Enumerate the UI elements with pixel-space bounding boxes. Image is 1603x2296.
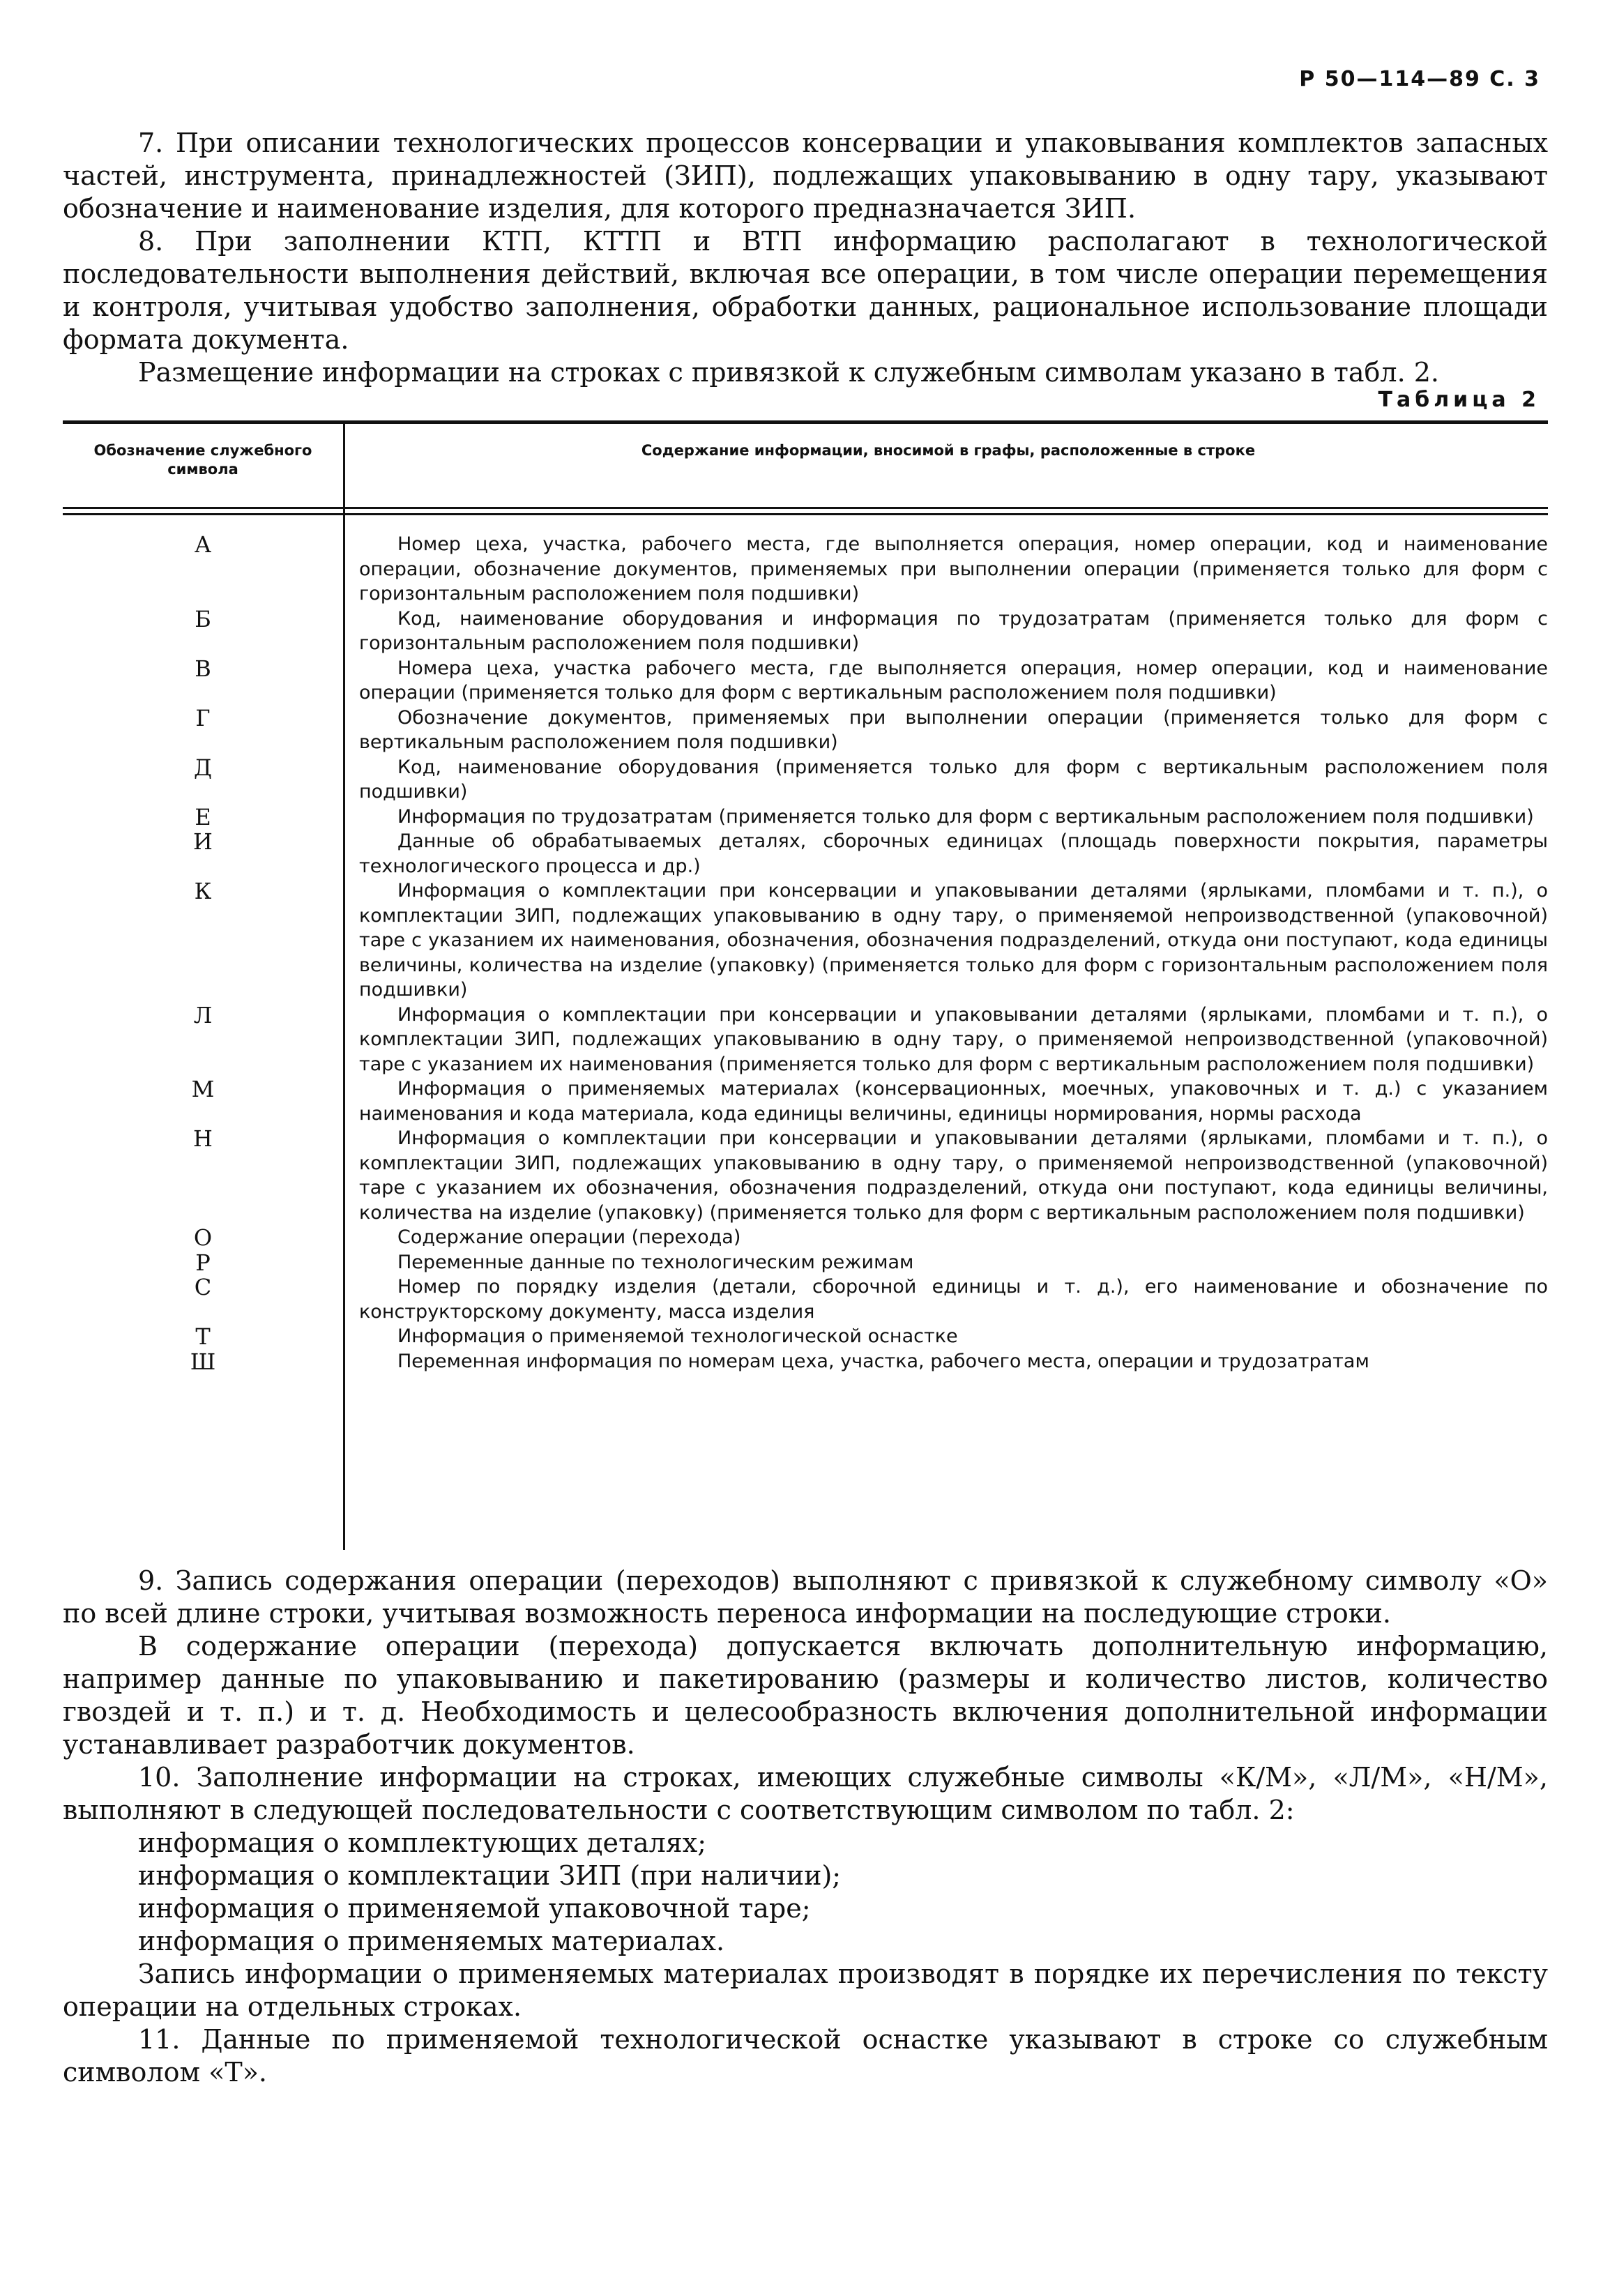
table-row [63,1275,1548,1324]
list-item: информация о комплектующих деталях; [138,1827,707,1858]
row-symbol: Т [195,1323,211,1350]
table-row [63,532,1548,607]
row-content: Информация о комплектации при консервации и упаковывании деталями (ярлыками, пломбами и т. п.), о комплектации ЗИП, подлежащих упаковыванию в одну тару, о применяемой непроизводственной (упаковочной) таре с указанием их наименования (применяется только для форм с вертикальным расположением поля подшивки) [359,1003,1548,1075]
table-row [63,1003,1548,1077]
paragraph-9-continued: В содержание операции (перехода) допускается включать дополнительную информацию, например данные по упаковыванию и пакетированию (размеры и количество листов, количество гвоздей и т. п.) и т. д. Необходимость и целесообразность включения дополнительной информации устанавливает разработчик документов. [63,1631,1548,1760]
list-item: информация о комплектации ЗИП (при наличии); [138,1860,842,1891]
row-symbol: В [195,655,211,682]
row-symbol: Н [193,1125,213,1152]
row-symbol: Г [195,704,211,731]
row-symbol: Р [195,1249,211,1276]
list-item: информация о применяемых материалах. [138,1926,725,1956]
row-content: Переменные данные по технологическим режимам [397,1251,914,1273]
table-row [63,607,1548,656]
table-top-rule [63,420,1548,424]
closing-section [63,1565,1548,2089]
paragraph-8: 8. При заполнении КТП, КТТП и ВТП информацию располагают в технологической последовательности выполнения действий, включая все операции, в том числе операции перемещения и контроля, учитывая удобство заполнения, обработки данных, рациональное использование площади формата документа. [63,226,1548,355]
table-row [63,755,1548,805]
table-body [63,532,1548,1374]
row-content: Обозначение документов, применяемых при выполнении операции (применяется только для форм с вертикальным расположением поля подшивки) [359,706,1548,753]
paragraph-10-continued: Запись информации о применяемых материалах производят в порядке их перечисления по тексту операции на отдельных строках. [63,1959,1548,2022]
row-symbol: А [194,531,212,558]
row-symbol: О [193,1224,213,1251]
table-row [63,879,1548,1003]
row-content: Информация по трудозатратам (применяется только для форм с вертикальным расположением поля подшивки) [397,805,1534,828]
row-symbol: Ш [190,1348,216,1375]
row-content: Переменная информация по номерам цеха, участка, рабочего места, операции и трудозатратам [397,1350,1369,1372]
row-content: Информация о комплектации при консервации и упаковывании деталями (ярлыками, пломбами и т. п.), о комплектации ЗИП, подлежащих упаковыванию в одну тару, о применяемой непроизводственной (упаковочной) таре с указанием их обозначения, обозначения подразделений, откуда они поступают, кода единицы величины, количества на изделие (упаковку) (применяется только для форм с вертикальным расположением поля подшивки) [359,1127,1548,1224]
table-row [63,805,1548,830]
column-header-symbol: Обозначение служебного символа [93,442,312,478]
row-symbol: М [191,1076,215,1102]
row-symbol: Л [193,1001,213,1028]
row-content: Номер цеха, участка, рабочего места, где выполняется операция, номер операции, код и наименование операции, обозначение документов, применяемых при выполнении операции (применяется только для форм с горизонтальным расположением поля подшивки) [359,533,1548,605]
row-symbol: Д [193,754,212,781]
paragraph-10: 10. Заполнение информации на строках, имеющих служебные символы «К/М», «Л/М», «Н/М», выполняют в следующей последовательности с соответствующим символом по табл. 2: [63,1762,1548,1825]
row-symbol: Е [195,803,211,830]
row-symbol: И [193,828,213,855]
table-row [63,829,1548,879]
row-content: Номера цеха, участка рабочего места, где выполняется операция, номер операции, код и наименование операции (применяется только для форм с вертикальным расположением поля подшивки) [359,657,1548,704]
table-row [63,1126,1548,1225]
table-row [63,1077,1548,1126]
row-content: Содержание операции (перехода) [397,1226,741,1248]
table-row [63,1324,1548,1349]
row-content: Информация о применяемых материалах (консервационных, моечных, упаковочных и т. д.) с указанием наименования и кода материала, кода единицы величины, единицы нормирования, нормы расхода [359,1078,1548,1125]
table-row [63,1349,1548,1374]
row-content: Информация о применяемой технологической оснастке [397,1325,958,1347]
row-content: Номер по порядку изделия (детали, сборочной единицы и т. д.), его наименование и обозначение по конструкторскому документу, масса изделия [359,1276,1548,1323]
header-rule [63,507,1548,509]
table-reference-paragraph: Размещение информации на строках с привязкой к служебным символам указано в табл. 2. [138,357,1439,388]
table-row [63,656,1548,706]
row-content: Данные об обрабатываемых деталях, сборочных единицах (площадь поверхности покрытия, параметры технологического процесса и др.) [359,830,1548,877]
row-content: Информация о комплектации при консервации и упаковывании деталями (ярлыками, пломбами и т. п.), о комплектации ЗИП, подлежащих упаковыванию в одну тару, о применяемой непроизводственной (упаковочной) таре с указанием их наименования, обозначения, обозначения подразделений, откуда они поступают, кода единицы величины, количества на изделие (упаковку) (применяется только для форм с горизонтальным расположением поля подшивки) [359,880,1548,1001]
table-2 [63,420,1548,1550]
table-caption: Таблица 2 [1378,388,1540,412]
row-symbol: К [194,878,212,904]
table-row [63,1250,1548,1275]
row-content: Код, наименование оборудования (применяется только для форм с вертикальным расположением поля подшивки) [359,756,1548,803]
paragraph-11: 11. Данные по применяемой технологической оснастке указывают в строке со служебным символом «Т». [63,2024,1548,2088]
list-item: информация о применяемой упаковочной таре; [138,1893,811,1924]
header-rule-double [63,513,1548,515]
table-row [63,706,1548,755]
row-symbol: Б [195,605,211,632]
paragraph-7: 7. При описании технологических процессов консервации и упаковывания комплектов запасных частей, инструмента, принадлежностей (ЗИП), подлежащих упаковыванию в одну тару, указывают обозначение и наименование изделия, для которого предназначается ЗИП. [63,128,1548,224]
intro-section [63,127,1548,389]
column-header-content: Содержание информации, вносимой в графы, расположенные в строке [641,442,1256,459]
page-header-code: Р 50—114—89 С. 3 [1299,67,1540,91]
row-symbol: С [194,1274,212,1300]
row-content: Код, наименование оборудования и информация по трудозатратам (применяется только для форм с горизонтальным расположением поля подшивки) [359,607,1548,654]
table-row [63,1225,1548,1250]
paragraph-9: 9. Запись содержания операции (переходов) выполняют с привязкой к служебному символу «О» по всей длине строки, учитывая возможность переноса информации на последующие строки. [63,1565,1548,1629]
